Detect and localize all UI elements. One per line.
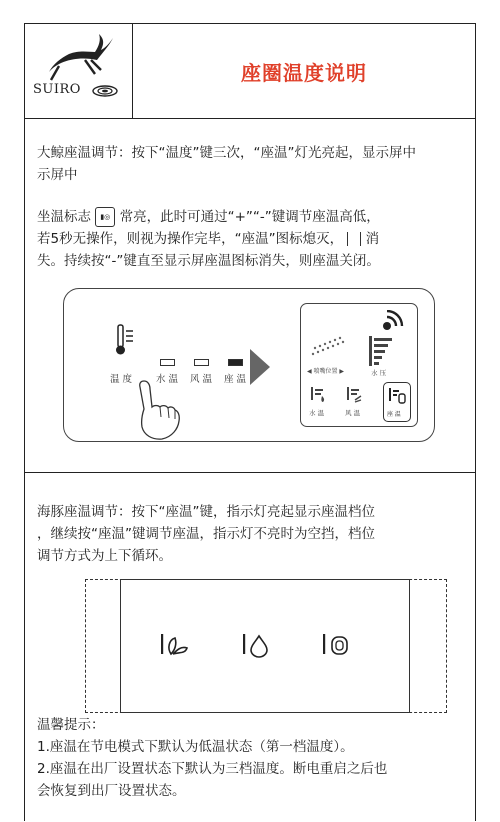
water-label: 水 温	[156, 374, 179, 385]
section1-intro-cont: 示屏中	[37, 167, 78, 183]
section2-line1: 海豚座温调节：按下“座温”键，指示灯亮起显示座温档位	[37, 504, 375, 520]
signal-icon	[381, 310, 407, 332]
air-label: 风 温	[190, 374, 213, 385]
section2-line3: 调节方式为上下循环。	[37, 548, 172, 564]
seat-temp-icon	[387, 387, 407, 405]
blank-icon	[347, 232, 361, 246]
arrow-right-icon	[250, 349, 270, 385]
water-indicator	[160, 359, 175, 366]
water-drop-icon	[241, 632, 271, 658]
logo-cell	[25, 24, 133, 119]
section1-intro: 大鲸座温调节：按下“温度”键三次，“座温”灯光亮起，显示屏中	[37, 145, 416, 161]
section1-divider	[25, 472, 475, 473]
remote-display-illustration	[63, 288, 435, 442]
section1-line2: 若5秒无操作，则视为操作完毕，“座温”图标熄灭， 消	[37, 231, 380, 247]
tips-title: 温馨提示：	[37, 717, 105, 733]
display-air-label: 风 温	[345, 409, 361, 417]
tip-item-2-cont: 会恢复到出厂设置状态。	[37, 783, 186, 799]
seat-mini-label: 座 温	[387, 411, 401, 418]
swirl-logo-icon	[91, 84, 119, 98]
nozzle-label: ◀ 喷嘴位置 ▶	[307, 368, 345, 375]
seat-label: 座 温	[224, 374, 247, 385]
seat-temp-mini-icon: ▮◎	[95, 207, 115, 227]
display-water-label: 水 温	[309, 409, 325, 417]
header-divider	[25, 118, 475, 119]
tip-item-2: 2.座温在出厂设置状态下默认为三档温度。断电重启之后也	[37, 761, 388, 777]
section2-line2: ，继续按“座温”键调节座温，指示灯不亮时为空挡，档位	[37, 526, 375, 542]
water-temp-icon	[309, 386, 327, 404]
document-frame	[24, 23, 476, 821]
display-screen	[300, 303, 418, 427]
deer-logo-icon	[29, 30, 129, 90]
pressure-label: 水 压	[371, 369, 387, 377]
section1-line3: 失。持续按“-”键直至显示屏座温图标消失，则座温关闭。	[37, 253, 380, 269]
thermometer-icon	[114, 323, 136, 357]
dolphin-panel	[120, 579, 410, 713]
page-title: 座圈温度说明	[241, 61, 367, 85]
nozzle-dots-icon	[309, 336, 349, 358]
brand-name: SUIRO	[33, 82, 81, 97]
pressure-bars-icon	[369, 336, 393, 366]
section1-line1: 坐温标志 ▮◎ 常亮，此时可通过“+”“-”键调节座温高低，	[37, 209, 380, 225]
seat-temp-highlight	[383, 382, 411, 422]
temp-label: 温 度	[110, 374, 133, 385]
air-temp-icon	[159, 632, 191, 658]
tip-item-1: 1.座温在节电模式下默认为低温状态（第一档温度）。	[37, 739, 354, 755]
hand-pointer-icon	[132, 379, 192, 441]
seat-indicator	[228, 359, 243, 366]
air-indicator	[194, 359, 209, 366]
air-temp-icon	[345, 386, 363, 404]
seat-temp-icon	[321, 632, 351, 658]
